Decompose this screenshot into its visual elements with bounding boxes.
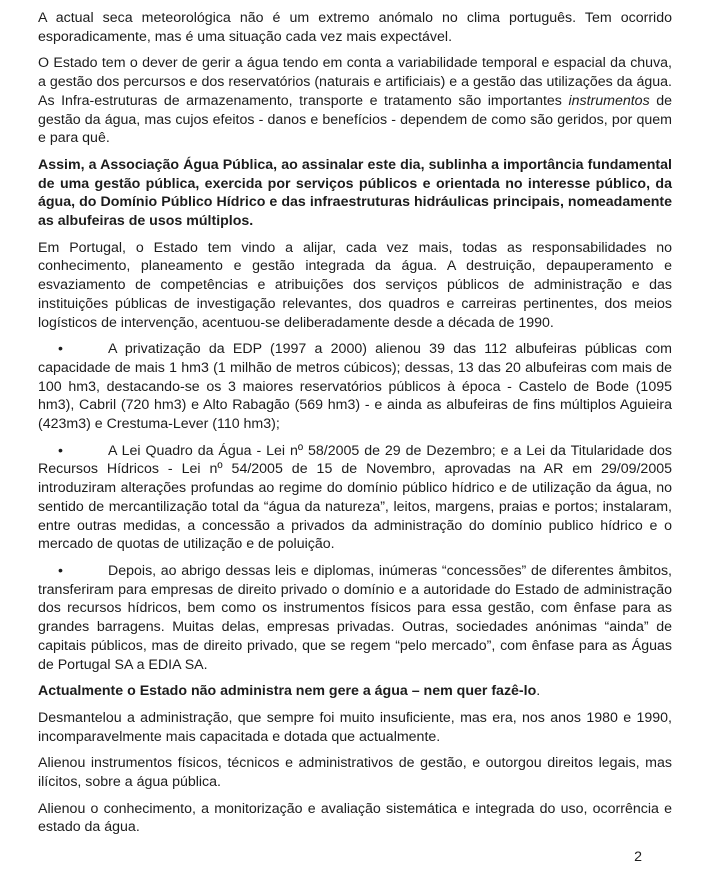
document-body	[38, 9, 672, 845]
text-run: Actualmente o Estado não administra nem gere a água – nem quer fazê-lo	[38, 683, 537, 700]
text-run: Em Portugal, o Estado tem vindo a alijar, cada vez mais, todas as responsabilidades no conhecimento, planeamento e gestão integrada da água. A destruição, depauperamento e esvaziamento de competências e atribuições dos serviços públicos de administração e das instituições públicas de investigação relevantes, dos quadros e carreiras pertinentes, dos meios logísticos de intervenção, acentuou-se deliberadamente desde a década de 1990.	[38, 239, 672, 331]
text-run: A privatização da EDP (1997 a 2000) alienou 39 das 112 albufeiras públicas com capacidade de mais 1 hm3 (1 milhão de metros cúbicos); dessas, 13 das 20 albufeiras com mais de 100 hm3, destacando-se os 3 maiores reservatórios públicos à época - Castelo de Bode (1095 hm3), Cabril (720 hm3) e Alto Rabagão (569 hm3) - e ainda as albufeiras de fins múltiplos Aguieira (423m3) e Crestuma-Lever (110 hm3);	[38, 341, 672, 433]
paragraph	[38, 9, 672, 46]
text-run: A actual seca meteorológica não é um extremo anómalo no clima português. Tem ocorrido esporadicamente, mas é uma situação cada vez mais expectável.	[38, 10, 672, 45]
text-run: instrumentos	[568, 92, 650, 109]
text-run: Desmantelou a administração, que sempre foi muito insuficiente, mas era, nos anos 1980 e 1990, incomparavelmente mais capacitada e dotada que actualmente.	[38, 709, 672, 745]
text-run: O Estado tem o dever de gerir a água tendo em conta a variabilidade temporal e espacial da chuva, a gestão dos percursos e dos reservatórios (naturais e artificiais) e a gestão das utilizações da água. As Infra-estruturas de armazenamento, transporte e tratamento são importantes	[38, 55, 672, 109]
text-run: Alienou instrumentos físicos, técnicos e administrativos de gestão, e outorgou direitos legais, mas ilícitos, sobre a água pública.	[38, 755, 672, 791]
paragraph	[38, 800, 672, 837]
page-number: 2	[634, 849, 642, 865]
text-run: Alienou o conhecimento, a monitorização e avaliação sistemática e integrada do uso, ocorrência e estado da água.	[38, 800, 672, 836]
bullet-icon: •	[58, 341, 63, 358]
paragraph	[38, 754, 672, 791]
text-run: A Lei Quadro da Água - Lei nº 58/2005 de 29 de Dezembro; e a Lei da Titularidade dos Recursos Hídricos - Lei nº 54/2005 de 15 de Novembro, aprovadas na AR em 29/09/2005 introduziram alterações profundas ao regime do domínio público hídrico e de utilização da água, no sentido de mercantilização total da “água da natureza”, leitos, margens, praias e portos; instalaram, entre outras medidas, a concessão a privados da administração do domínio publico hídrico e o mercado de quotas de utilização e de poluição.	[38, 442, 672, 553]
bullet-icon: •	[58, 442, 63, 459]
text-run: de gestão da água, mas cujos efeitos - danos e benefícios - dependem de como são geridos, por quem e para quê.	[38, 92, 672, 147]
bullet-paragraph	[38, 340, 672, 434]
text-run: Assim, a Associação Água Pública, ao assinalar este dia, sublinha a importância fundamental de uma gestão pública, exercida por serviços públicos e orientada no interesse público, da água, do Domínio Público Hídrico e das infraestruturas hidráulicas principais, nomeadamente as albufeiras de usos múltiplos.	[38, 156, 672, 230]
paragraph	[38, 682, 672, 701]
bullet-icon: •	[58, 562, 63, 579]
paragraph	[38, 239, 672, 333]
bullet-paragraph	[38, 562, 672, 674]
text-run: .	[536, 683, 541, 700]
paragraph	[38, 709, 672, 746]
bullet-paragraph	[38, 442, 672, 554]
paragraph	[38, 156, 672, 231]
text-run: Depois, ao abrigo dessas leis e diplomas, inúmeras “concessões” de diferentes âmbitos, transferiram para empresas de direito privado o domínio e a autoridade do Estado de administração dos recursos hídricos, bem como os instrumentos físicos para essa gestão, com ênfase para as grandes barragens. Muitas delas, empresas privadas. Outras, sociedades anónimas “ainda” de capitais públicos, mas de direito privado, que se regem “pelo mercado”, com ênfase para as Águas de Portugal SA a EDIA SA.	[38, 562, 672, 673]
paragraph	[38, 54, 672, 148]
